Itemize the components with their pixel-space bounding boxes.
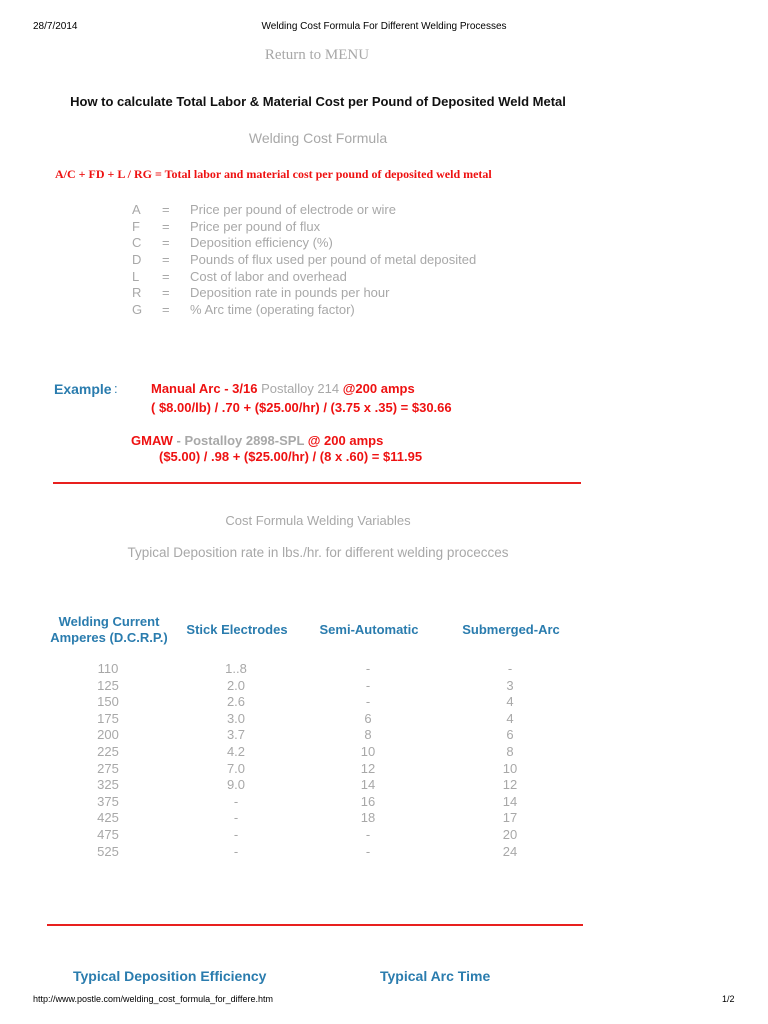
cell-semi-automatic: 18	[360, 810, 376, 826]
cell-submerged-arc: 10	[502, 760, 518, 776]
definition-text: Price per pound of electrode or wire	[190, 202, 396, 217]
example-1-calculation: ( $8.00/lb) / .70 + ($25.00/hr) / (3.75 x .35) = $30.66	[151, 400, 452, 415]
cell-submerged-arc: 6	[506, 727, 514, 743]
example-2-calculation: ($5.00) / .98 + ($25.00/hr) / (8 x .60) = $11.95	[159, 449, 423, 464]
definition-equals: =	[162, 252, 170, 268]
definition-symbol: A	[132, 202, 141, 217]
table-row	[0, 661, 768, 678]
table-row	[0, 678, 768, 695]
divider-rule	[53, 482, 581, 484]
return-to-menu-link[interactable]: Return to MENU	[264, 47, 370, 63]
example-2-amps: @ 200 amps	[307, 433, 384, 448]
definition-symbol: L	[132, 268, 140, 284]
print-page-title: Welding Cost Formula For Different Welding Processes	[261, 21, 507, 32]
table-header-submerged-arc: Submerged-Arc	[462, 622, 560, 637]
cell-amperes: 425	[97, 810, 119, 826]
cell-amperes: 525	[97, 843, 119, 859]
cell-submerged-arc: 4	[506, 710, 514, 726]
cell-semi-automatic: -	[365, 694, 371, 710]
cell-submerged-arc: -	[507, 661, 513, 676]
example-1-process: Manual Arc - 3/16	[151, 381, 258, 396]
definition-equals: =	[162, 285, 170, 301]
cell-semi-automatic: 10	[360, 743, 376, 759]
main-heading: How to calculate Total Labor & Material Cost per Pound of Deposited Weld Metal	[70, 94, 566, 109]
definition-text: Deposition efficiency (%)	[190, 235, 333, 251]
cell-submerged-arc: 4	[506, 694, 514, 710]
print-date: 28/7/2014	[33, 21, 78, 32]
definition-symbol: D	[132, 252, 142, 268]
definition-equals: =	[162, 268, 170, 284]
example-colon: :	[114, 381, 118, 396]
cell-semi-automatic: -	[365, 826, 371, 842]
cell-stick: 1..8	[225, 661, 247, 676]
example-1-title	[151, 381, 415, 396]
example-1-amps: @200 amps	[342, 381, 415, 396]
table-header-stick: Stick Electrodes	[186, 622, 288, 637]
cell-stick: -	[233, 826, 239, 842]
definition-text: Cost of labor and overhead	[190, 268, 347, 284]
cell-stick: 7.0	[226, 760, 246, 776]
table-row	[0, 711, 768, 728]
cell-stick: 2.6	[226, 694, 246, 710]
table-header-amperes: Welding Current Amperes (D.C.R.P.)	[50, 614, 168, 645]
definition-symbol: R	[132, 285, 142, 301]
cell-semi-automatic: 6	[364, 710, 372, 726]
deposition-rate-table	[0, 661, 768, 860]
variables-section-subtitle: Typical Deposition rate in lbs./hr. for different welding procecces	[127, 545, 509, 560]
cell-semi-automatic: -	[365, 661, 371, 676]
definition-equals: =	[162, 235, 170, 251]
cell-submerged-arc: 14	[502, 793, 518, 809]
example-2-alloy: - Postalloy 2898-SPL	[172, 433, 308, 448]
definition-text: Price per pound of flux	[190, 218, 321, 234]
cell-semi-automatic: -	[365, 843, 371, 859]
cell-submerged-arc: 24	[502, 843, 518, 859]
cost-formula: A/C + FD + L / RG = Total labor and material cost per pound of deposited weld metal	[55, 167, 492, 181]
variables-section-title: Cost Formula Welding Variables	[225, 513, 411, 528]
table-row	[0, 827, 768, 844]
print-url: http://www.postle.com/welding_cost_formula_for_differe.htm	[33, 994, 273, 1004]
table-row	[0, 744, 768, 761]
example-2-process: GMAW	[131, 433, 173, 448]
cell-submerged-arc: 17	[502, 810, 518, 826]
definition-equals: =	[162, 302, 170, 318]
table-row	[0, 727, 768, 744]
example-label: Example	[54, 381, 112, 397]
cell-stick: 2.0	[226, 677, 246, 693]
cell-semi-automatic: 14	[360, 777, 376, 793]
table-row	[0, 844, 768, 861]
definition-equals: =	[162, 218, 170, 234]
arc-time-heading: Typical Arc Time	[380, 968, 491, 984]
cell-amperes: 200	[97, 727, 119, 743]
definition-symbol: F	[132, 218, 140, 234]
table-header-semi-automatic: Semi-Automatic	[319, 622, 419, 637]
cell-stick: -	[233, 810, 239, 826]
definition-text: Deposition rate in pounds per hour	[190, 285, 390, 301]
cell-submerged-arc: 8	[506, 743, 514, 759]
divider-rule-2	[47, 924, 583, 926]
cell-semi-automatic: 8	[364, 727, 372, 743]
cell-semi-automatic: 12	[360, 760, 376, 776]
cell-semi-automatic: -	[365, 677, 371, 693]
cell-stick: 3.7	[226, 727, 246, 743]
table-row	[0, 810, 768, 827]
definition-symbol: G	[132, 302, 143, 318]
definition-symbol: C	[132, 235, 142, 251]
cell-amperes: 275	[97, 760, 119, 776]
cell-stick: -	[233, 843, 239, 859]
cell-amperes: 325	[97, 777, 119, 793]
formula-section-title: Welding Cost Formula	[248, 130, 388, 146]
cell-stick: -	[233, 793, 239, 809]
cell-amperes: 225	[97, 743, 119, 759]
cell-amperes: 175	[97, 710, 119, 726]
deposition-efficiency-heading: Typical Deposition Efficiency	[73, 968, 267, 984]
cell-amperes: 475	[97, 826, 119, 842]
example-2-title	[131, 433, 383, 448]
cell-stick: 4.2	[226, 743, 246, 759]
cell-amperes: 125	[97, 677, 119, 693]
cell-submerged-arc: 3	[506, 677, 514, 693]
cell-stick: 3.0	[226, 710, 246, 726]
cell-semi-automatic: 16	[360, 793, 376, 809]
definition-text: Pounds of flux used per pound of metal deposited	[190, 252, 477, 268]
cell-amperes: 110	[97, 661, 119, 676]
example-1-alloy: Postalloy 214	[257, 381, 343, 396]
table-row	[0, 761, 768, 778]
table-row	[0, 794, 768, 811]
cell-submerged-arc: 12	[502, 777, 518, 793]
cell-stick: 9.0	[226, 777, 246, 793]
definition-text: % Arc time (operating factor)	[190, 302, 355, 318]
table-row	[0, 777, 768, 794]
cell-amperes: 375	[97, 793, 119, 809]
definition-equals: =	[162, 202, 170, 217]
cell-submerged-arc: 20	[502, 826, 518, 842]
cell-amperes: 150	[97, 694, 119, 710]
print-page-number: 1/2	[722, 994, 735, 1004]
table-row	[0, 694, 768, 711]
